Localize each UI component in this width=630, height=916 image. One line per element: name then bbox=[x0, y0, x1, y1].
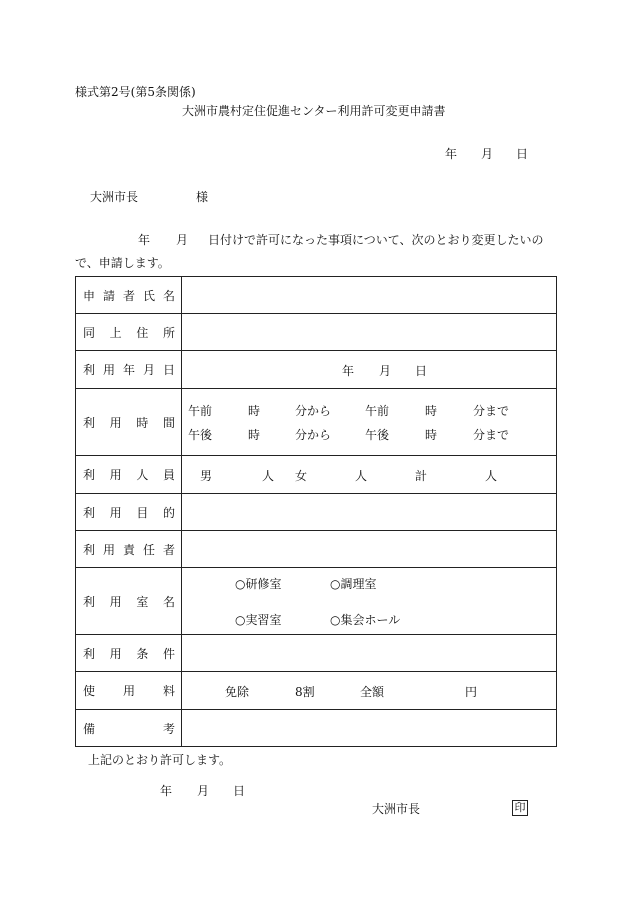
label-fee: 使 用 料 bbox=[83, 684, 175, 698]
row-applicant-name bbox=[76, 277, 557, 314]
addressee-honorific: 様 bbox=[196, 190, 209, 204]
document-title: 大洲市農村定住促進センター利用許可変更申請書 bbox=[182, 104, 446, 118]
purpose-field[interactable] bbox=[182, 494, 557, 531]
room-field bbox=[182, 568, 557, 635]
row-attendees bbox=[76, 456, 557, 494]
approval-day: 日 bbox=[233, 784, 246, 798]
intro-month: 月 bbox=[176, 233, 189, 247]
fee-exempt: 免除 bbox=[225, 685, 250, 699]
label-attendees: 利 用 人 員 bbox=[83, 468, 175, 482]
attendees-total-unit: 人 bbox=[485, 469, 498, 483]
date-month: 月 bbox=[481, 147, 494, 161]
intro-year: 年 bbox=[138, 233, 151, 247]
fee-full: 全額 bbox=[360, 685, 385, 699]
time-am-hour: 時 bbox=[248, 404, 261, 418]
addressee-name: 大洲市長 bbox=[90, 190, 139, 204]
intro-line1: 日付けで許可になった事項について、次のとおり変更したいの bbox=[208, 233, 544, 247]
time-pm-start: 午後 bbox=[188, 428, 213, 442]
row-responsible-person bbox=[76, 531, 557, 568]
remarks-field[interactable] bbox=[182, 710, 557, 747]
label-cell bbox=[76, 710, 182, 747]
row-fee bbox=[76, 672, 557, 710]
label-conditions: 利 用 条 件 bbox=[83, 646, 175, 661]
label-use-date: 利 用 年 月 日 bbox=[83, 363, 175, 377]
fee-yen: 円 bbox=[465, 685, 478, 699]
label-cell bbox=[76, 314, 182, 351]
attendees-field[interactable] bbox=[182, 456, 557, 494]
label-cell bbox=[76, 351, 182, 389]
date-year: 年 bbox=[445, 147, 458, 161]
label-use-time: 利 用 時 間 bbox=[83, 415, 175, 430]
time-pm-end: 午後 bbox=[365, 428, 390, 442]
time-pm-from: 分から bbox=[295, 428, 332, 442]
time-am-end-hour: 時 bbox=[425, 404, 438, 418]
row-conditions bbox=[76, 635, 557, 672]
label-remarks: 備 考 bbox=[83, 721, 175, 736]
approval-year: 年 bbox=[160, 784, 173, 798]
responsible-person-field[interactable] bbox=[182, 531, 557, 568]
attendees-female: 女 bbox=[295, 469, 308, 483]
intro-line2: で、申請します。 bbox=[75, 256, 170, 270]
room-option-cooking[interactable]: ○調理室 bbox=[330, 577, 377, 591]
seal-mark: 印 bbox=[512, 800, 528, 816]
label-cell bbox=[76, 568, 182, 635]
time-am-start: 午前 bbox=[188, 404, 213, 418]
label-address: 同 上 住 所 bbox=[83, 325, 175, 340]
row-use-date bbox=[76, 351, 557, 389]
attendees-female-unit: 人 bbox=[355, 469, 368, 483]
applicant-name-field[interactable] bbox=[182, 277, 557, 314]
label-cell bbox=[76, 389, 182, 456]
date-day: 日 bbox=[516, 147, 529, 161]
fee-field[interactable] bbox=[182, 672, 557, 710]
label-cell bbox=[76, 531, 182, 568]
row-room bbox=[76, 568, 557, 635]
use-date-year: 年 bbox=[342, 364, 355, 378]
room-option-training[interactable]: ○研修室 bbox=[235, 577, 282, 591]
fee-80-percent: 8割 bbox=[295, 685, 315, 699]
time-pm-end-hour: 時 bbox=[425, 428, 438, 442]
room-option-hall[interactable]: ○集会ホール bbox=[330, 613, 401, 627]
time-pm-hour: 時 bbox=[248, 428, 261, 442]
approval-month: 月 bbox=[197, 784, 210, 798]
label-cell bbox=[76, 456, 182, 494]
label-applicant-name: 申 請 者 氏 名 bbox=[83, 288, 175, 303]
address-field[interactable] bbox=[182, 314, 557, 351]
attendees-male-unit: 人 bbox=[262, 469, 275, 483]
use-time-field[interactable] bbox=[182, 389, 557, 456]
label-cell bbox=[76, 672, 182, 710]
form-number: 様式第2号(第5条関係) bbox=[75, 85, 196, 99]
time-am-end: 午前 bbox=[365, 404, 390, 418]
attendees-male: 男 bbox=[200, 469, 213, 483]
conditions-field[interactable] bbox=[182, 635, 557, 672]
label-room: 利 用 室 名 bbox=[83, 594, 175, 609]
approval-text: 上記のとおり許可します。 bbox=[88, 753, 232, 767]
attendees-total: 計 bbox=[415, 469, 428, 483]
label-cell bbox=[76, 494, 182, 531]
room-option-practice[interactable]: ○実習室 bbox=[235, 613, 282, 627]
application-table bbox=[75, 276, 557, 747]
use-date-day: 日 bbox=[415, 364, 428, 378]
row-remarks bbox=[76, 710, 557, 747]
use-date-field[interactable] bbox=[182, 351, 557, 389]
label-purpose: 利 用 目 的 bbox=[83, 505, 175, 520]
time-am-until: 分まで bbox=[473, 404, 510, 418]
label-responsible-person: 利 用 責 任 者 bbox=[83, 542, 175, 557]
signer-name: 大洲市長 bbox=[372, 802, 421, 816]
row-use-time bbox=[76, 389, 557, 456]
time-am-from: 分から bbox=[295, 404, 332, 418]
label-cell bbox=[76, 635, 182, 672]
label-cell bbox=[76, 277, 182, 314]
time-pm-until: 分まで bbox=[473, 428, 510, 442]
row-address bbox=[76, 314, 557, 351]
use-date-month: 月 bbox=[379, 364, 392, 378]
row-purpose bbox=[76, 494, 557, 531]
